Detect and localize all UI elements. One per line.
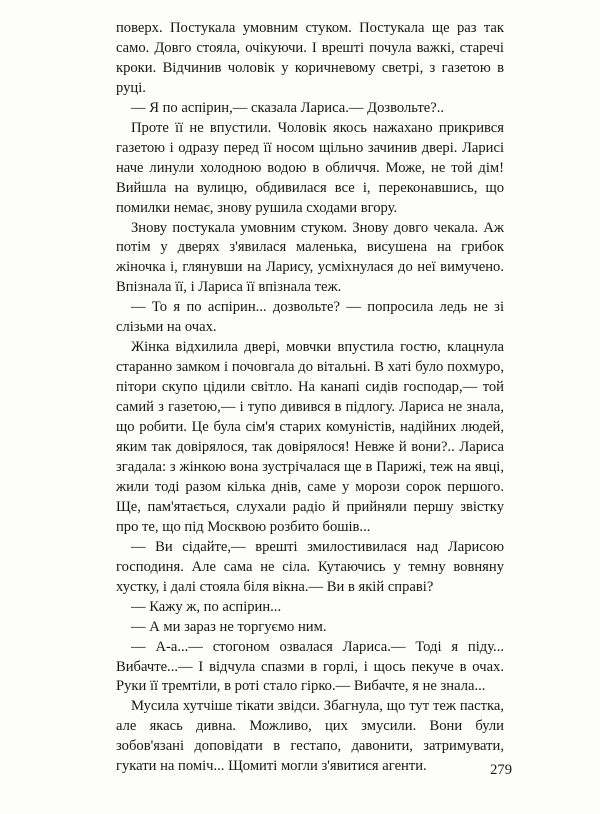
paragraph: Мусила хутчіше тікати звідси. Збагнула, що тут теж пастка, але якась дивна. Можливо, цих змусили. Вони були зобов'язані доповідати в гестапо, давонити, затримувати, гукати на поміч... Щомиті могли з'явитися агенти.	[116, 698, 504, 775]
paragraph: Жінка відхилила двері, мовчки впустила гостю, клацнула старанно замком і почовгала до вітальні. В хаті було похмуро, пітори скупо цідили світло. На канапі сидів господар,— той самий з газетою,— і тупо дивився в підлогу. Лариса не знала, що робити. Це була сім'я старих комуністів, надійних людей, яким так довірялося, так довірялося! Невже й вони?.. Лариса згадала: з жінкою вона зустрічалася ще в Парижі, теж на явці, жили тоді разом кілька днів, саме у морози сорок першого. Ще, пам'ятається, слухали радіо й прийняли першу звістку про те, що під Москвою розбито бошів...	[116, 339, 504, 535]
paragraph: — А ми зараз не торгуємо ним.	[131, 618, 327, 635]
paragraph: — Ви сідайте,— врешті змилостивилася над Ларисою господиня. Але сама не сіла. Кутаючись у темну вовняну хустку, і далі стояла біля вікна.— Ви в якій справі?	[116, 538, 504, 595]
page-number: 279	[490, 762, 512, 778]
paragraph: — То я по аспірин... дозвольте? — попросила ледь не зі слізьми на очах.	[116, 299, 504, 336]
paragraph: — А-а...— стогоном озвалася Лариса.— Тоді я піду... Вибачте...— І відчула спазми в горлі, і щось пекуче в очах. Руки її тремтіли, в роті стало гірко.— Вибачте, я не знала...	[116, 638, 504, 695]
paragraph: — Я по аспірин,— сказала Лариса.— Дозвольте?..	[131, 99, 445, 116]
paragraph: — Кажу ж, по аспірин...	[131, 598, 282, 615]
body-text	[116, 19, 504, 777]
paragraph: поверх. Постукала умовним стуком. Постукала ще раз так само. Довго стояла, очікуючи. І врешті почула важкі, старечі кроки. Відчинив чоловік у коричневому светрі, з газетою в руці.	[116, 20, 504, 96]
paragraph: Проте її не впустили. Чоловік якось нажахано прикрився газетою і одразу перед її носом щільно зачинив двері. Ларисі наче линули холодною водою в обличчя. Може, не той дім! Вийшла на вулицю, обдивилася все і, переконавшись, що помилки немає, знову рушила сходами вгору.	[116, 119, 504, 216]
paragraph: Знову постукала умовним стуком. Знову довго чекала. Аж потім у дверях з'явилася маленька, висушена на грибок жіночка і, глянувши на Ларису, усміхнулася до неї вимучено. Впізнала її, і Лариса її впізнала теж.	[116, 219, 504, 296]
